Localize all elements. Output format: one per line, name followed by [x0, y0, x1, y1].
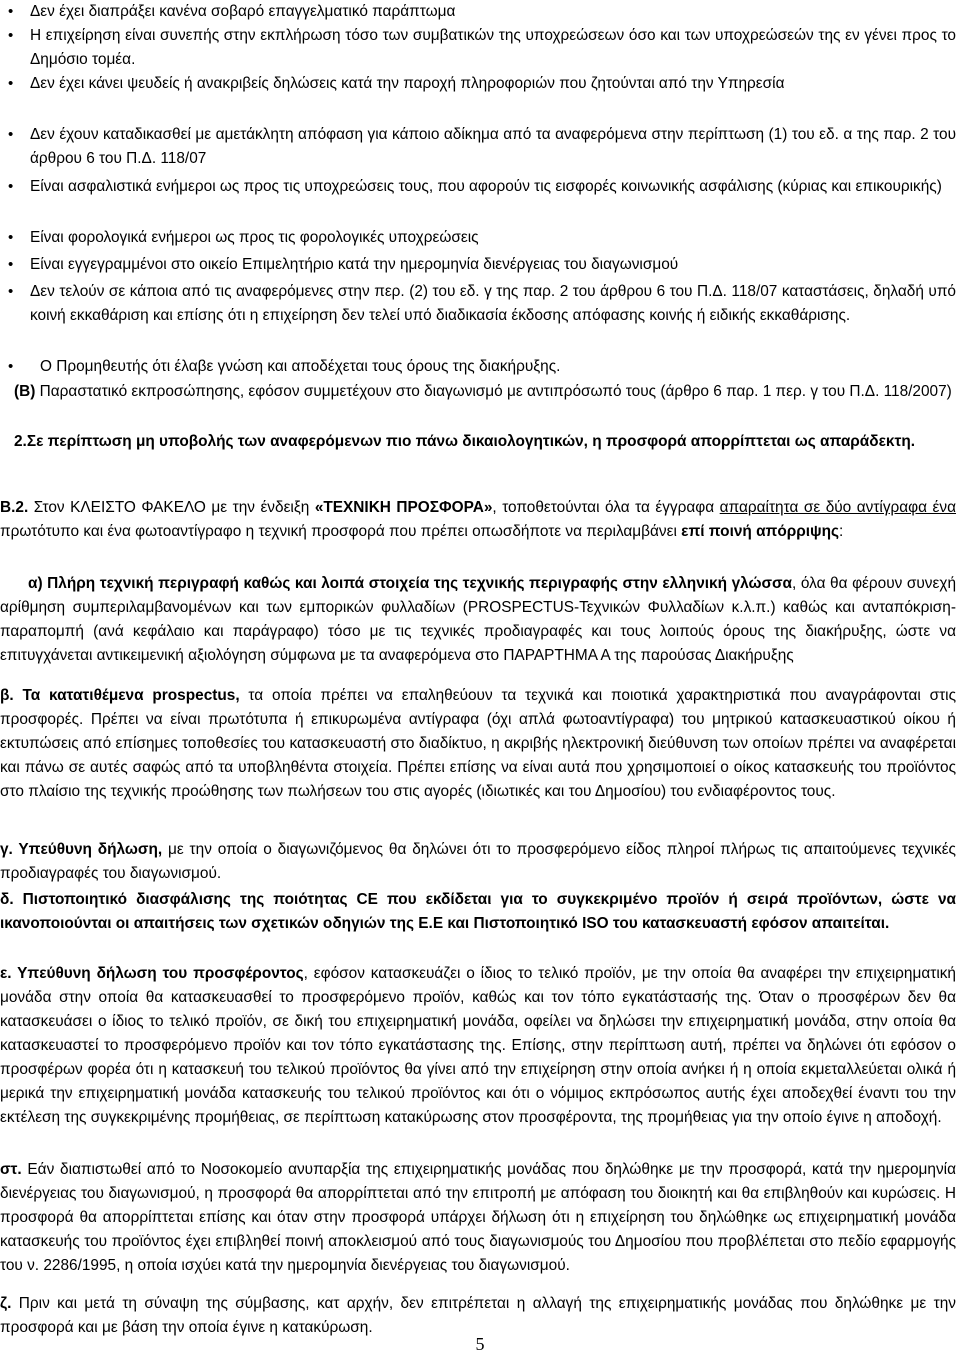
item-g-text: Πριν και μετά τη σύναψη της σύμβασης, κατ αρχήν, δεν επιτρέπεται η αλλαγή της επιχειρηματικής μονάδας που δηλώθηκε με την προσφορά και με βάση την οποία έγινε η κατακύρωση. [0, 1295, 956, 1336]
bullet-item: • Είναι εγγεγραμμένοι στο οικείο Επιμελητήριο κατά την ημερομηνία διενέργειας του διαγωνισμού [0, 253, 956, 277]
item-b-prospectus [0, 684, 956, 804]
bullet-item: • Δεν έχουν καταδικασθεί με αμετάκλητη απόφαση για κάποιο αδίκημα από τα αναφερόμενα στην περίπτωση (1) του εδ. α της παρ. 2 του άρθρου 6 του Π.Δ. 118/07 [0, 123, 956, 171]
section-b2-text: : [839, 523, 844, 540]
section-b2-intro [0, 496, 956, 544]
penalty-notice: επί ποινή απόρριψης [681, 523, 840, 540]
bullet-item: • Είναι φορολογικά ενήμεροι ως προς τις φορολογικές υποχρεώσεις [0, 226, 956, 250]
item-f-text: Εάν διαπιστωθεί από το Νοσοκομείο ανυπαρξία της επιχειρηματικής μονάδας που δηλώθηκε με την προσφορά, κατά την ημερομηνία διενέργειας του διαγωνισμού, η προσφορά θα απορρίπτεται από την επιτροπή με απόφαση του διοικητή και θα επιβληθούν και κυρώσεις. Η προσφορά θα απορρίπτεται επίσης και όταν στην προσφορά υπάρχει δήλωση ότι η επιχείρηση του δηλώθηκε ως επιχειρηματική μονάδα κατασκευής του προϊόντος έχει επιβληθεί ποινή αποκλεισμού από τους διαγωνισμούς του Δημοσίου που προβλέπεται στο πεδίο εφαρμογής του ν. 2286/1995, η οποία ισχύει κατά την ημερομηνία διενέργειας του διαγωνισμού. [0, 1161, 956, 1274]
item-g-heading: ζ. [0, 1295, 12, 1312]
section-b-text: Παραστατικό εκπροσώπησης, εφόσον συμμετέχουν στο διαγωνισμό με αντιπρόσωπό τους (άρθρο 6 παρ. 1 περ. γ του Π.Δ. 118/2007) [35, 383, 952, 400]
envelope-label: «ΤΕΧΝΙΚΗ ΠΡΟΣΦΟΡΑ» [314, 499, 493, 516]
bullet-item: • Η επιχείρηση είναι συνεπής στην εκπλήρωση τόσο των συμβατικών της υποχρεώσεων όσο και των υποχρεώσεών της εν γένει προς το Δημόσιο τομέα. [0, 24, 956, 72]
item-a-technical-description [0, 572, 956, 668]
rejection-warning: 2.Σε περίπτωση μη υποβολής των αναφερόμενων πιο πάνω δικαιολογητικών, η προσφορά απορρίπτεται ως απαράδεκτη. [14, 433, 916, 450]
item-a-text: , όλα θα φέρουν συνεχή αρίθμηση συμπεριλαμβανομένων και των εμπορικών φυλλαδίων (PROSPECTUS-Τεχνικών Φυλλαδίων κ.λ.π.) καθώς και ανταπόκριση-παραπομπή (ανά κεφάλαιο και παράγραφο) τόσο με τις τεχνικές προδιαγραφές και τους λοιπούς όρους της διακήρυξης, ώστε να επιτυγχάνεται αντικειμενική αξιολόγηση σύμφωνα με τα αναφερόμενα στο ΠΑΡΑΡΤΗΜΑ Α της παρούσας Διακήρυξης [0, 575, 956, 664]
item-e-bidder-declaration [0, 962, 956, 1130]
item-b-text: τα οποία πρέπει να επαληθεύουν τα τεχνικά και ποιοτικά χαρακτηριστικά που αναγράφονται στις προσφορές. Πρέπει να είναι πρωτότυπα ή επικυρωμένα αντίγραφα (όχι απλά φωτοαντίγραφα) του μητρικού κατασκευαστικού οίκου ή εκτυπώσεις από επίσημες τοποθεσίες του κατασκευαστή στο διαδίκτυο, η ακριβής ηλεκτρονική διεύθυνση των οποίων πρέπει να αναφέρεται και πάνω σε αυτές σαφώς από τα υποβληθέντα στοιχεία. Πρέπει επίσης να είναι αυτά που χρησιμοποιεί ο οίκος κατασκευής του προϊόντος στο πλαίσιο της τεχνικής προώθησης των πωλήσεων του στις αγορές (ιδιωτικές και του Δημοσίου) του ενδιαφέροντος τους. [0, 687, 956, 800]
page-number: 5 [475, 1334, 485, 1354]
section-b-representation [0, 380, 956, 404]
bullet-item: • Είναι ασφαλιστικά ενήμεροι ως προς τις υποχρεώσεις τους, που αφορούν τις εισφορές κοινωνικής ασφάλισης (κύριας και επικουρικής) [0, 175, 956, 199]
section-b2-label: Β.2. [0, 499, 29, 516]
item-f-verification [0, 1158, 956, 1278]
item-e-heading: ε. Υπεύθυνη δήλωση του προσφέροντος [0, 965, 304, 982]
section-b2-text: Στον ΚΛΕΙΣΤΟ ΦΑΚΕΛΟ με την ένδειξη [28, 499, 315, 516]
bullet-item: • Δεν έχει διαπράξει κανένα σοβαρό επαγγελματικό παράπτωμα [0, 0, 956, 24]
item-c-declaration [0, 838, 956, 886]
item-b-heading: β. Τα κατατιθέμενα prospectus, [0, 687, 240, 704]
item-a-heading: α) Πλήρη τεχνική περιγραφή καθώς και λοιπά στοιχεία της τεχνικής περιγραφής στην ελληνική γλώσσα [28, 575, 793, 592]
bullet-item: • Δεν τελούν σε κάποια από τις αναφερόμενες στην περ. (2) του εδ. γ της παρ. 2 του άρθρου 6 του Π.Δ. 118/07 καταστάσεις, δηλαδή υπό κοινή εκκαθάριση και επίσης ότι η επιχείρηση δεν τελεί υπό διαδικασία έκδοσης απόφασης κοινής ή ειδικής εκκαθάρισης. [0, 280, 956, 328]
bullet-item: • Δεν έχει κάνει ψευδείς ή ανακριβείς δηλώσεις κατά την παροχή πληροφοριών που ζητούνται από την Υπηρεσία [0, 72, 956, 96]
item-e-text: , εφόσον κατασκευάζει ο ίδιος το τελικό προϊόν, με την οποία θα αναφέρει την επιχειρηματική μονάδα στην οποία θα κατασκευασθεί το προσφερόμενο προϊόν, καθώς και τον τόπο εγκατάστασής της. Όταν ο προσφέρων δεν θα κατασκευάσει ο ίδιος το τελικό προϊόν, σε δική του επιχειρηματική μονάδα, οφείλει να δηλώσει την επιχειρηματική μονάδα, στην οποία θα κατασκευαστεί το προσφερόμενο προϊόν και τον τόπο εγκατάστασης της. Επίσης, στην περίπτωση αυτή, πρέπει να δηλώνει ότι εφόσον ο προσφέρων φορέα ότι η κατασκευή του τελικού προϊόντος θα γίνει από την επιχείρηση στην οποία ανήκει ή η οποία εκμεταλλεύεται ολικά ή μερικά την επιχειρηματική μονάδα κατασκευής του τελικού προϊόντος και ότι ο νόμιμος εκπρόσωπος αυτής έχει αποδεχθεί έναντι του την εκτέλεση της συγκεκριμένης προμήθειας, σε περίπτωση κατακύρωσης στον προσφέροντα, της προμήθειας για την οποίο έγινε η αποδοχή. [0, 965, 956, 1126]
section-b-label: (Β) [14, 383, 36, 400]
section-b2-text: πρωτότυπο και ένα φωτοαντίγραφο η τεχνική προσφορά που πρέπει οπωσδήποτε να περιλαμβάνει [0, 523, 682, 540]
item-f-heading: στ. [0, 1161, 22, 1178]
item-c-heading: γ. Υπεύθυνη δήλωση, [0, 841, 163, 858]
section-b2-text: , τοποθετούνται όλα τα έγγραφα [492, 499, 720, 516]
copies-requirement: απαραίτητα σε δύο αντίγραφα ένα [719, 499, 957, 516]
item-g-change-restriction [0, 1292, 956, 1340]
item-c-text: με την οποία ο διαγωνιζόμενος θα δηλώνει ότι το προσφερόμενο είδος πληροί πλήρως τις απαιτούμενες τεχνικές προδιαγραφές του διαγωνισμού. [0, 841, 956, 882]
item-d-certificate: δ. Πιστοποιητικό διασφάλισης της ποιότητας CE που εκδίδεται για το συγκεκριμένο προϊόν ή σειρά προϊόντων, ώστε να ικανοποιούνται οι απαιτήσεις των σχετικών οδηγιών της Ε.Ε και Πιστοποιητικό ISO του κατασκευαστή εφόσον απαιτείται. [0, 891, 956, 932]
bullet-item: • Ο Προμηθευτής ότι έλαβε γνώση και αποδέχεται τους όρους της διακήρυξης. [0, 355, 956, 379]
